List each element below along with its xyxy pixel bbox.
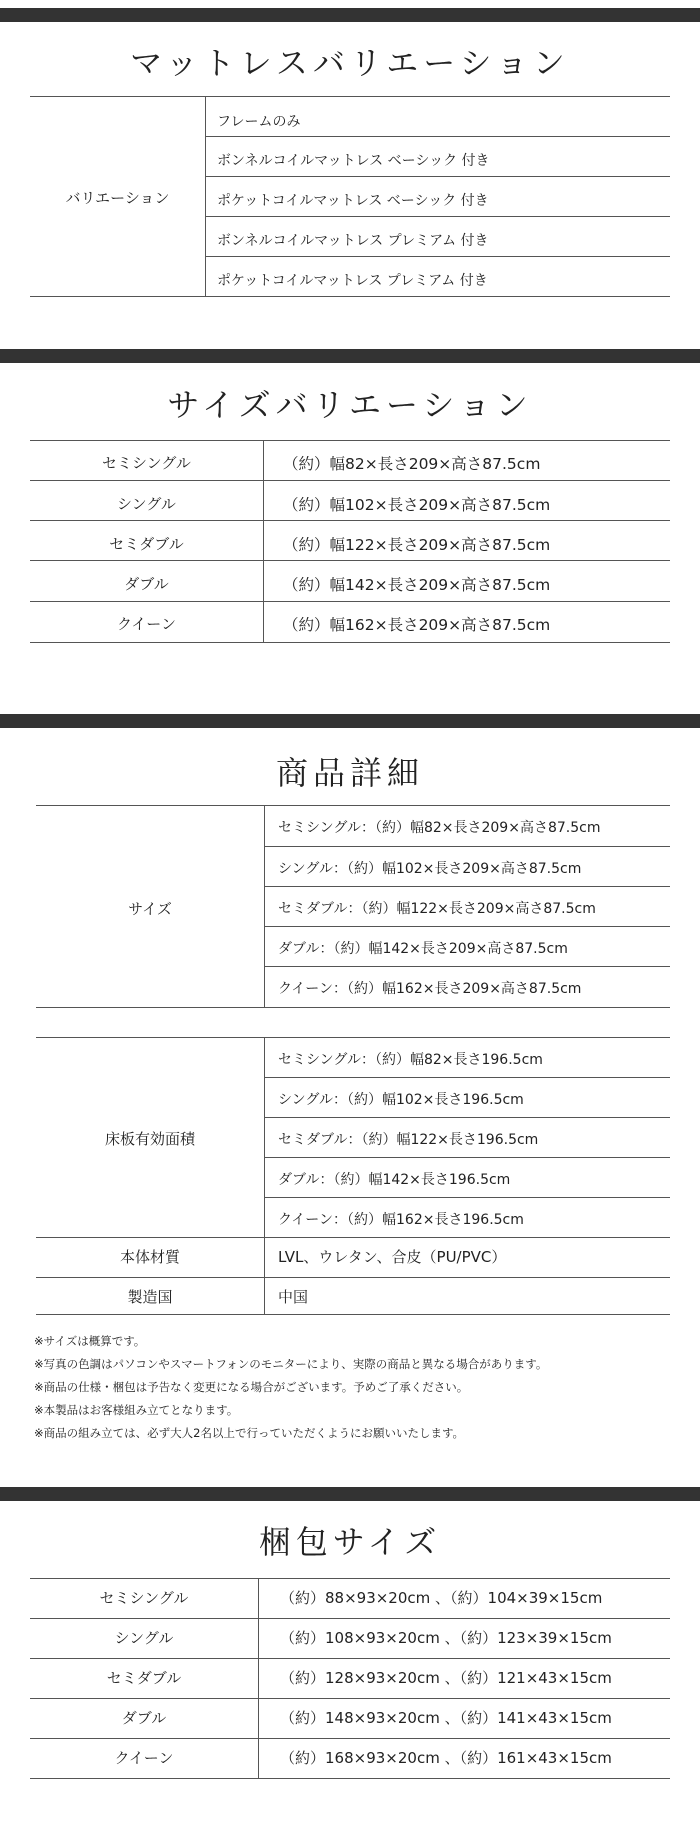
divider — [36, 1037, 670, 1038]
divider — [264, 926, 670, 927]
divider — [30, 642, 670, 643]
mattress-item: ボンネルコイルマットレス プレミアム 付き — [217, 233, 489, 249]
size-value: （約）幅162×長さ209×高さ87.5cm — [283, 616, 551, 634]
divider — [30, 1778, 670, 1779]
detail-size-item: シングル：（約）幅102×長さ209×高さ87.5cm — [278, 861, 582, 877]
divider — [258, 1578, 259, 1778]
divider — [264, 846, 670, 847]
divider — [36, 1314, 670, 1315]
size-value: （約）幅142×長さ209×高さ87.5cm — [283, 576, 551, 594]
divider — [205, 136, 670, 137]
package-value: （約）148×93×20cm 、（約）141×43×15cm — [280, 1709, 612, 1727]
divider — [264, 1157, 670, 1158]
divider — [205, 176, 670, 177]
divider — [30, 480, 670, 481]
divider — [30, 1658, 670, 1659]
note-line: ※商品の組み立ては、必ず大人2名以上で行っていただくようにお願いいたします。 — [34, 1426, 465, 1440]
detail-origin-label: 製造国 — [127, 1288, 173, 1306]
mattress-title: マットレスバリエーション — [130, 44, 570, 82]
detail-floor-item: ダブル：（約）幅142×長さ196.5cm — [278, 1172, 511, 1188]
divider — [264, 886, 670, 887]
note-line: ※写真の色調はパソコンやスマートフォンのモニターにより、実際の商品と異なる場合があります。 — [34, 1357, 548, 1371]
divider — [264, 966, 670, 967]
mattress-label: バリエーション — [65, 189, 170, 207]
package-name: ダブル — [121, 1709, 167, 1727]
mattress-item: フレームのみ — [217, 114, 301, 130]
size-name: セミダブル — [109, 535, 184, 553]
divider — [205, 96, 206, 296]
package-value: （約）168×93×20cm 、（約）161×43×15cm — [280, 1749, 612, 1767]
section-bar — [0, 1487, 700, 1501]
mattress-item: ポケットコイルマットレス ベーシック 付き — [217, 193, 489, 209]
section-bar — [0, 349, 700, 363]
detail-floor-label: 床板有効面積 — [104, 1130, 195, 1148]
divider — [30, 1618, 670, 1619]
size-name: シングル — [117, 495, 176, 513]
divider — [30, 1698, 670, 1699]
divider — [30, 1738, 670, 1739]
divider — [30, 440, 670, 441]
divider — [30, 296, 670, 297]
detail-size-item: クイーン：（約）幅162×長さ209×高さ87.5cm — [278, 981, 582, 997]
detail-material-label: 本体材質 — [119, 1248, 180, 1266]
divider — [205, 256, 670, 257]
size-name: セミシングル — [102, 454, 191, 472]
divider — [264, 805, 265, 1007]
divider — [264, 1077, 670, 1078]
divider — [263, 440, 264, 642]
divider — [264, 1117, 670, 1118]
divider — [30, 520, 670, 521]
package-name: セミダブル — [106, 1669, 182, 1687]
section-bar — [0, 8, 700, 22]
package-name: セミシングル — [99, 1589, 189, 1607]
package-name: シングル — [114, 1629, 174, 1647]
size-name: クイーン — [117, 615, 176, 633]
divider — [36, 1007, 670, 1008]
divider — [36, 805, 670, 806]
detail-title: 商品詳細 — [275, 754, 424, 792]
size-name: ダブル — [124, 575, 169, 593]
detail-size-label: サイズ — [128, 900, 172, 918]
detail-origin-value: 中国 — [278, 1288, 309, 1306]
note-line: ※本製品はお客様組み立てとなります。 — [34, 1403, 239, 1417]
divider — [36, 1237, 670, 1238]
package-name: クイーン — [114, 1749, 174, 1767]
detail-floor-item: セミシングル：（約）幅82×長さ196.5cm — [278, 1052, 543, 1068]
detail-size-item: セミシングル：（約）幅82×長さ209×高さ87.5cm — [278, 820, 601, 836]
package-value: （約）88×93×20cm 、（約）104×39×15cm — [280, 1589, 603, 1607]
note-line: ※サイズは概算です。 — [34, 1334, 146, 1348]
package-value: （約）128×93×20cm 、（約）121×43×15cm — [280, 1669, 612, 1687]
detail-size-item: ダブル：（約）幅142×長さ209×高さ87.5cm — [278, 941, 568, 957]
divider — [264, 1037, 265, 1314]
divider — [30, 601, 670, 602]
detail-material-value: LVL、ウレタン、合皮（PU/PVC） — [278, 1248, 507, 1266]
size-value: （約）幅102×長さ209×高さ87.5cm — [283, 496, 551, 514]
divider — [264, 1197, 670, 1198]
size-value: （約）幅82×長さ209×高さ87.5cm — [283, 455, 541, 473]
detail-floor-item: クイーン：（約）幅162×長さ196.5cm — [278, 1212, 524, 1228]
note-line: ※商品の仕様・梱包は予告なく変更になる場合がございます。予めご了承ください。 — [34, 1380, 469, 1394]
section-bar — [0, 714, 700, 728]
package-value: （約）108×93×20cm 、（約）123×39×15cm — [280, 1629, 612, 1647]
divider — [30, 1578, 670, 1579]
detail-size-item: セミダブル：（約）幅122×長さ209×高さ87.5cm — [278, 901, 596, 917]
package-title: 梱包サイズ — [258, 1523, 442, 1561]
divider — [30, 96, 670, 97]
size-value: （約）幅122×長さ209×高さ87.5cm — [283, 536, 551, 554]
detail-floor-item: シングル：（約）幅102×長さ196.5cm — [278, 1092, 524, 1108]
divider — [30, 560, 670, 561]
size-title: サイズバリエーション — [167, 386, 533, 424]
mattress-item: ボンネルコイルマットレス ベーシック 付き — [217, 153, 490, 169]
divider — [205, 216, 670, 217]
divider — [36, 1277, 670, 1278]
detail-floor-item: セミダブル：（約）幅122×長さ196.5cm — [278, 1132, 539, 1148]
mattress-item: ポケットコイルマットレス プレミアム 付き — [217, 273, 488, 289]
